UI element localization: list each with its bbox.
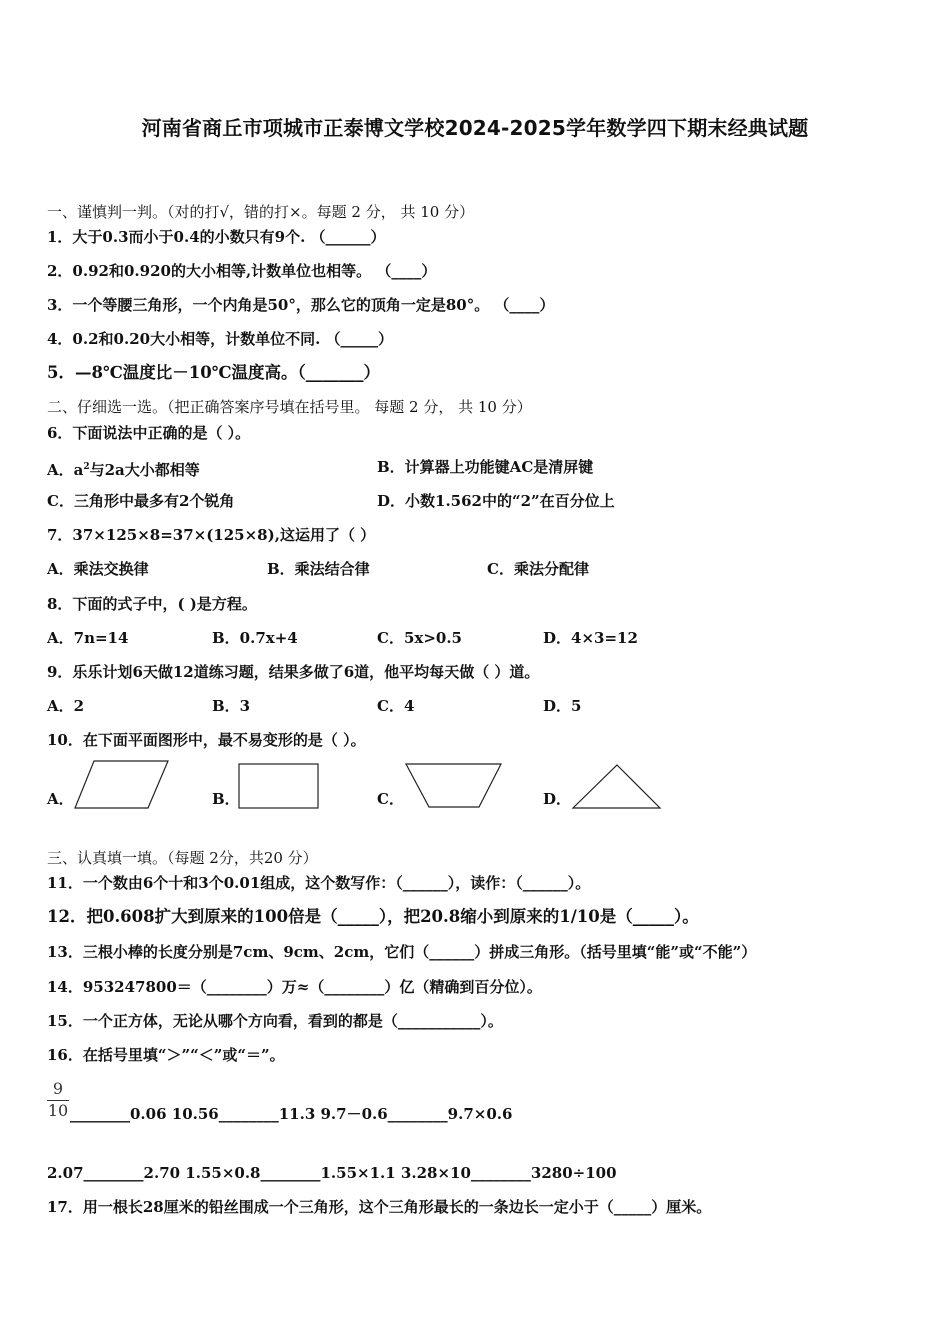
q6-option-a: A．$a^2$与2a大小都相等 — [47, 461, 200, 479]
q9-option-a: A．2 — [47, 697, 85, 715]
q6-option-c: C．三角形中最多有2个锐角 — [47, 492, 235, 510]
page-title: 河南省商丘市项城市正泰博文学校2024-2025学年数学四下期末经典试题 — [141, 116, 809, 140]
q10-option-a: A． — [47, 790, 74, 808]
q7-option-a: A．乘法交换律 — [47, 560, 149, 578]
question-11: 11．一个数由6个十和3个0.01组成，这个数写作：（______），读作：（______）。 — [47, 874, 591, 892]
fraction-numerator: 9 — [52, 1079, 64, 1098]
question-13: 13．三根小棒的长度分别是7cm、9cm、2cm，它们（______）拼成三角形。（括号里填“能”或“不能”） — [47, 943, 757, 961]
q7-option-b: B．乘法结合律 — [267, 560, 370, 578]
question-8: 8．下面的式子中，( )是方程。 — [47, 595, 257, 613]
q6-option-b: B．计算器上功能键AC是清屏键 — [377, 458, 594, 476]
q9-option-c: C．4 — [377, 697, 415, 715]
question-5: 5．—8℃温度比－10℃温度高。（_______） — [47, 363, 380, 382]
question-3: 3．一个等腰三角形，一个内角是50°，那么它的顶角一定是80°。 （____） — [47, 296, 555, 314]
question-6: 6．下面说法中正确的是（ ）。 — [47, 424, 251, 442]
section-heading-fill: 三、认真填一填。（每题 2分，共20 分） — [47, 849, 318, 867]
q8-option-b: B．0.7x+4 — [212, 629, 298, 647]
q6-option-d: D．小数1.562中的“2”在百分位上 — [377, 492, 615, 510]
triangle-shape — [572, 764, 662, 810]
question-12: 12．把0.608扩大到原来的100倍是（_____），把20.8缩小到原来的1/10是（_____）。 — [47, 907, 699, 926]
q8-option-d: D．4×3=12 — [543, 629, 638, 647]
trapezoid-shape — [405, 763, 503, 809]
parallelogram-shape — [74, 760, 170, 810]
q10-option-c: C． — [377, 790, 404, 808]
question-9: 9．乐乐计划6天做12道练习题，结果多做了6道，他平均每天做（ ）道。 — [47, 663, 540, 681]
q8-option-a: A．7n=14 — [47, 629, 129, 647]
q10-option-d: D． — [543, 790, 572, 808]
section-heading-choose: 二、仔细选一选。（把正确答案序号填在括号里。 每题 2 分， 共 10 分） — [47, 398, 532, 416]
question-15: 15．一个正方体，无论从哪个方向看，看到的都是（___________）。 — [47, 1012, 503, 1030]
question-17: 17．用一根长28厘米的铅丝围成一个三角形，这个三角形最长的一条边长一定小于（_____）厘米。 — [47, 1198, 712, 1216]
q16-row-2: 2.07________2.70 1.55×0.8________1.55×1.1 3.28×10________3280÷100 — [47, 1164, 617, 1182]
q16-row-1: ________0.06 10.56________11.3 9.7－0.6________9.7×0.6 — [70, 1105, 513, 1123]
q7-option-c: C．乘法分配律 — [487, 560, 589, 578]
rectangle-shape — [238, 763, 320, 809]
q8-option-c: C．5x>0.5 — [377, 629, 462, 647]
question-10: 10．在下面平面图形中，最不易变形的是（ ）。 — [47, 731, 366, 749]
fraction-denominator: 10 — [47, 1101, 69, 1120]
question-7: 7．37×125×8=37×(125×8),这运用了（ ） — [47, 526, 376, 544]
question-14: 14．953247800＝（________）万≈（________）亿（精确到百分位）。 — [47, 978, 542, 996]
fraction-nine-tenths — [47, 1080, 69, 1120]
question-1: 1．大于0.3而小于0.4的小数只有9个. （______） — [47, 228, 386, 246]
question-4: 4．0.2和0.20大小相等，计数单位不同. （_____） — [47, 330, 394, 348]
q9-option-d: D．5 — [543, 697, 582, 715]
section-heading-judge: 一、谨慎判一判。（对的打√，错的打×。每题 2 分， 共 10 分） — [47, 203, 475, 221]
question-16: 16．在括号里填“＞”“＜”或“＝”。 — [47, 1046, 285, 1064]
q10-option-b: B． — [212, 790, 240, 808]
question-2: 2．0.92和0.920的大小相等,计数单位也相等。 （____） — [47, 262, 437, 280]
q9-option-b: B．3 — [212, 697, 251, 715]
